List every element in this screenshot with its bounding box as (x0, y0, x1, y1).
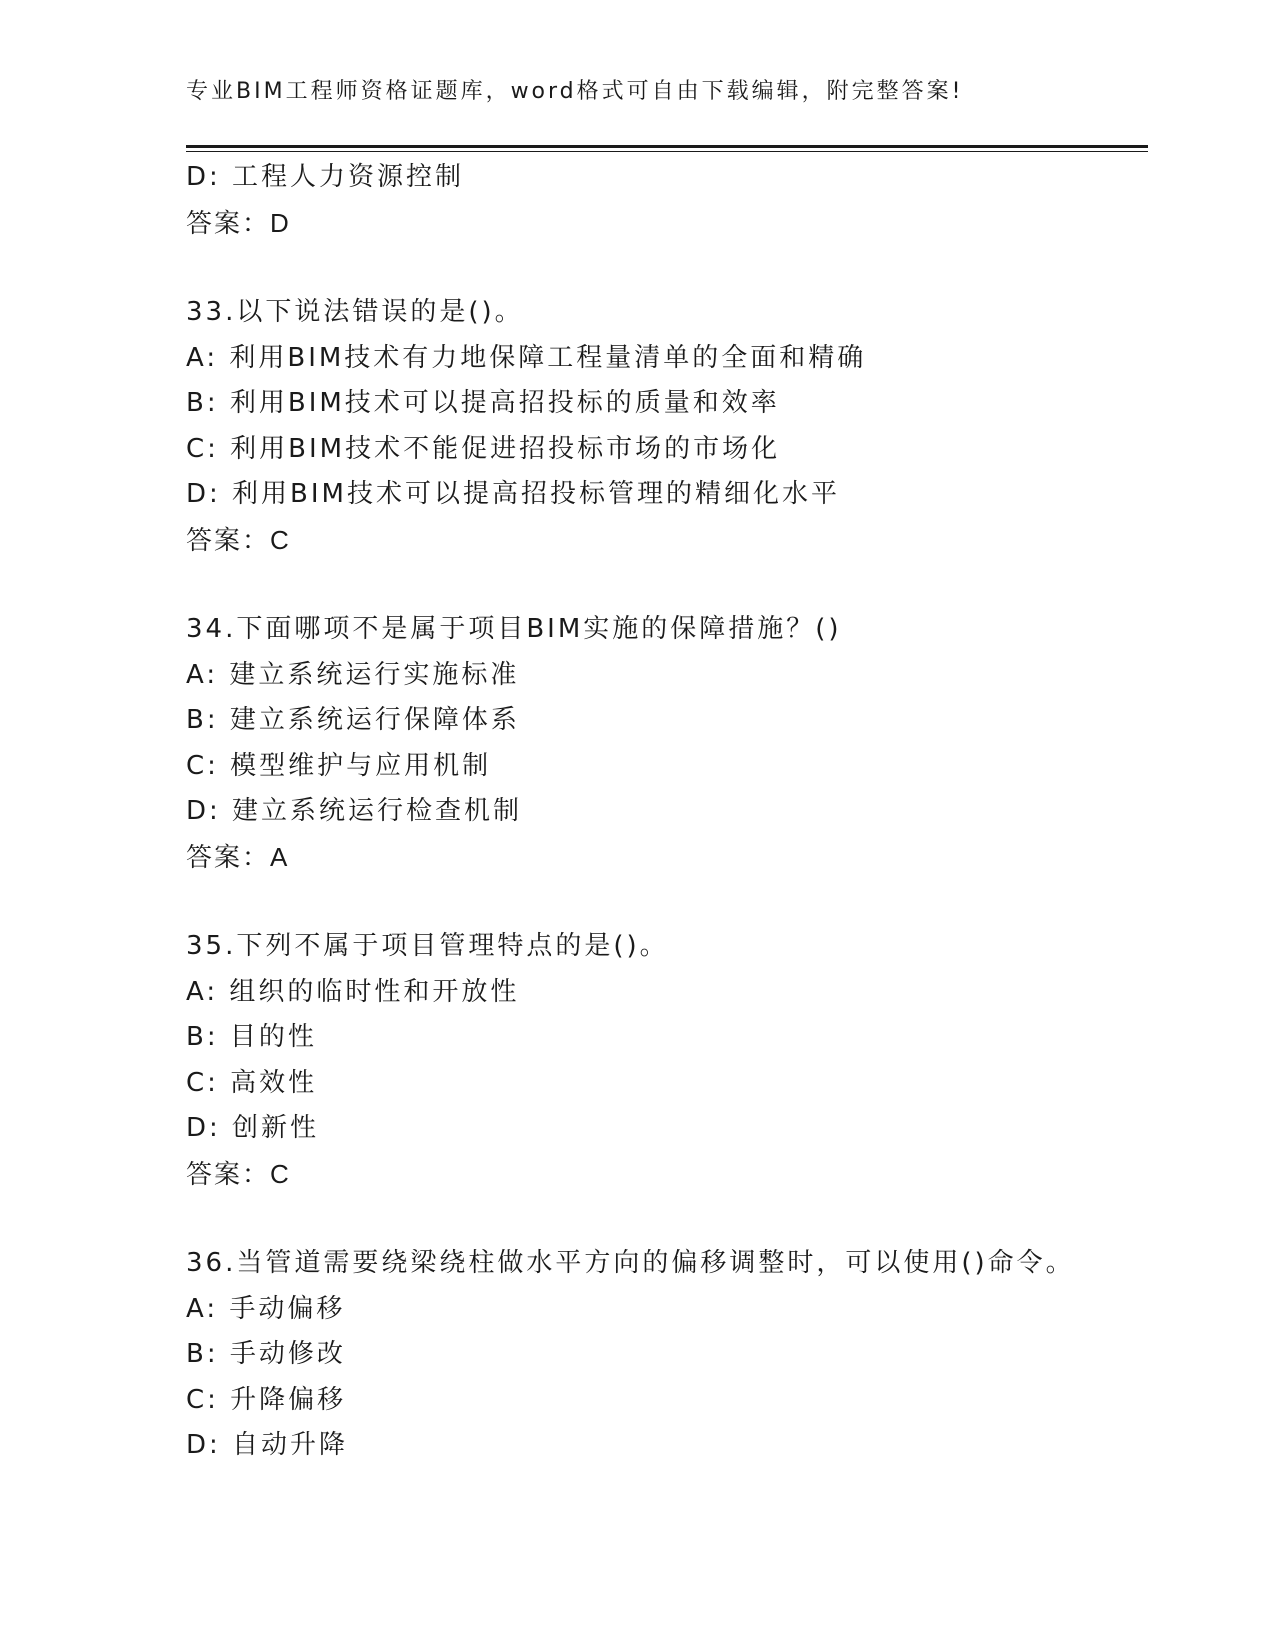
answer: 答案：C (186, 524, 291, 555)
option-d: D: 利用BIM技术可以提高招投标管理的精细化水平 (186, 479, 840, 509)
option-d: D: 创新性 (186, 1113, 320, 1143)
option-d: D: 自动升降 (186, 1430, 349, 1460)
option-a: A: 利用BIM技术有力地保障工程量清单的全面和精确 (186, 342, 867, 373)
question-stem: 34.下面哪项不是属于项目BIM实施的保障措施？() (186, 614, 842, 644)
answer: 答案：A (186, 841, 290, 872)
question-stem: 35.下列不属于项目管理特点的是()。 (186, 931, 669, 961)
option-b: B: 建立系统运行保障体系 (186, 705, 520, 735)
question-stem: 33.以下说法错误的是()。 (186, 297, 524, 327)
header-rule-thick (186, 145, 1148, 148)
header-rule-thin (186, 151, 1148, 152)
option-b: B: 手动修改 (186, 1339, 346, 1369)
option-b: B: 目的性 (186, 1022, 317, 1052)
question-stem: 36.当管道需要绕梁绕柱做水平方向的偏移调整时，可以使用()命令。 (186, 1248, 1075, 1278)
answer: 答案：C (186, 1158, 291, 1189)
option-d: D: 建立系统运行检查机制 (186, 796, 523, 826)
option-a: A: 建立系统运行实施标准 (186, 659, 520, 690)
option-c: C: 升降偏移 (186, 1384, 347, 1415)
option-a: A: 组织的临时性和开放性 (186, 976, 520, 1007)
option-c: C: 高效性 (186, 1067, 318, 1098)
answer: 答案：D (186, 207, 291, 238)
question-list (186, 155, 1148, 1469)
option-a: A: 手动偏移 (186, 1293, 346, 1324)
option-c: C: 利用BIM技术不能促进招投标市场的市场化 (186, 433, 781, 464)
option-b: B: 利用BIM技术可以提高招投标的质量和效率 (186, 388, 780, 418)
option-c: C: 模型维护与应用机制 (186, 750, 492, 781)
option-d: D: 工程人力资源控制 (186, 162, 465, 192)
page-header: 专业BIM工程师资格证题库，word格式可自由下载编辑，附完整答案! (186, 79, 964, 104)
